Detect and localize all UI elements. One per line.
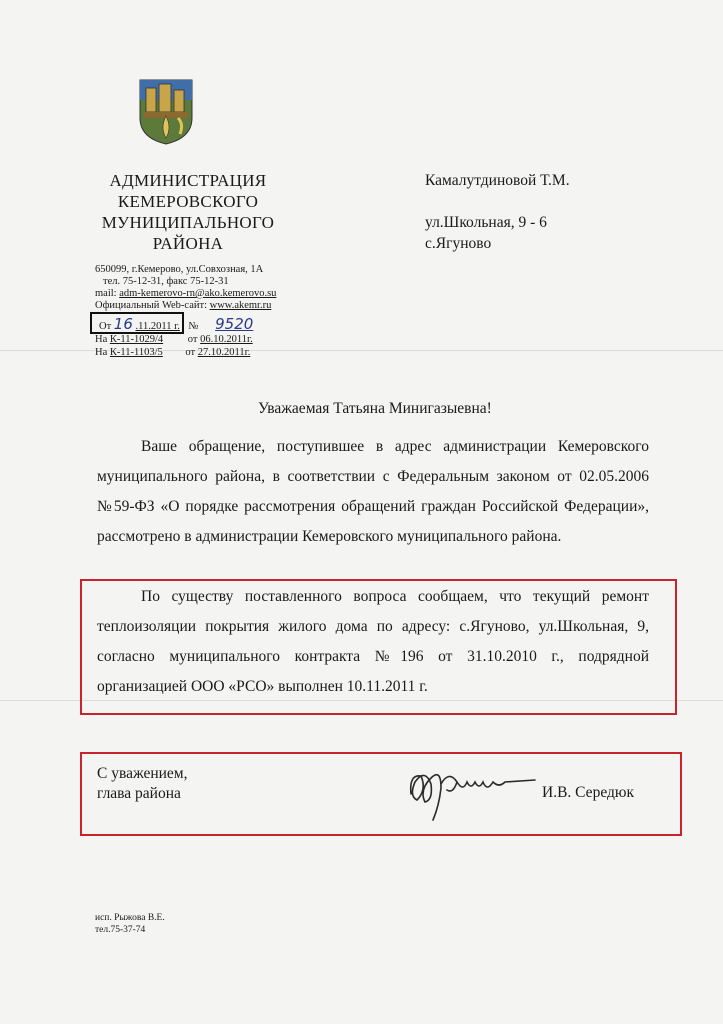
ref-label: На (95, 347, 108, 358)
org-web (95, 300, 276, 312)
org-line: АДМИНИСТРАЦИЯ (109, 171, 267, 190)
closing-block (97, 764, 188, 804)
closing-title: глава района (97, 785, 181, 802)
date-rest: .11.2011 г. (135, 321, 180, 332)
handwritten-number: 9520 (215, 315, 254, 333)
paragraph-intro: Ваше обращение, поступившее в адрес администрации Кемеровского муниципального района, в соответствии с Федеральным законом от 02.05.2006 №59-ФЗ «О порядке рассмотрения обращений граждан Российской Федерации», рассмотрено в администрации Кемеровского муниципального района. (97, 438, 649, 545)
mail-label: mail: (95, 288, 117, 299)
executor-block (95, 912, 165, 936)
signer-name: И.В. Середюк (542, 784, 634, 801)
org-line: РАЙОНА (152, 234, 224, 253)
reference-line (95, 333, 253, 346)
signature-icon (405, 760, 545, 830)
reference-line (95, 346, 253, 359)
ref-date: 27.10.2011г. (197, 347, 251, 358)
web-label: Официальный Web-сайт: (95, 300, 207, 311)
handwritten-day: 16 (113, 315, 133, 333)
number-label: № (188, 321, 199, 332)
org-line: КЕМЕРОВСКОГО (117, 192, 259, 211)
executor-phone: тел.75-37-74 (95, 925, 146, 935)
org-line: МУНИЦИПАЛЬНОГО (101, 213, 275, 232)
org-contacts (95, 264, 276, 312)
org-mail (95, 288, 276, 300)
addressee-village: с.Ягуново (425, 235, 492, 252)
organization-name (98, 170, 278, 254)
closing-regards: С уважением, (97, 765, 188, 782)
outgoing-number-line (95, 315, 254, 333)
org-phone: тел. 75-12-31, факс 75-12-31 (103, 276, 229, 287)
coat-of-arms-icon (138, 78, 194, 146)
greeting: Уважаемая Татьяна Минигазыевна! (258, 400, 492, 417)
outgoing-refs (95, 315, 254, 359)
addressee-street: ул.Школьная, 9 - 6 (425, 214, 547, 231)
addressee-name: Камалутдиновой Т.М. (425, 172, 570, 189)
web-link[interactable]: www.akemr.ru (209, 300, 272, 311)
from-label: От (99, 321, 112, 332)
ref-date: 06.10.2011г. (200, 334, 253, 345)
ref-number: К-11-1103/5 (109, 347, 163, 358)
ref-from: от (187, 334, 198, 345)
ref-label: На (95, 334, 108, 345)
addressee-block (425, 170, 570, 254)
ref-from: от (185, 347, 196, 358)
org-address: 650099, г.Кемерово, ул.Совхозная, 1А (95, 264, 264, 275)
paragraph-answer: По существу поставленного вопроса сообщаем, что текущий ремонт теплоизоляции покрытия жилого дома по адресу: с.Ягуново, ул.Школьная, 9, согласно муниципального контракта №196 от 31.10.2010 г., подрядной организацией ООО «РСО» выполнен 10.11.2011 г. (97, 588, 649, 695)
executor-name: исп. Рыжова В.Е. (95, 913, 165, 923)
ref-number: К-11-1029/4 (109, 334, 164, 345)
mail-link[interactable]: adm-kemerovo-rn@ako.kemerovo.su (119, 288, 277, 299)
